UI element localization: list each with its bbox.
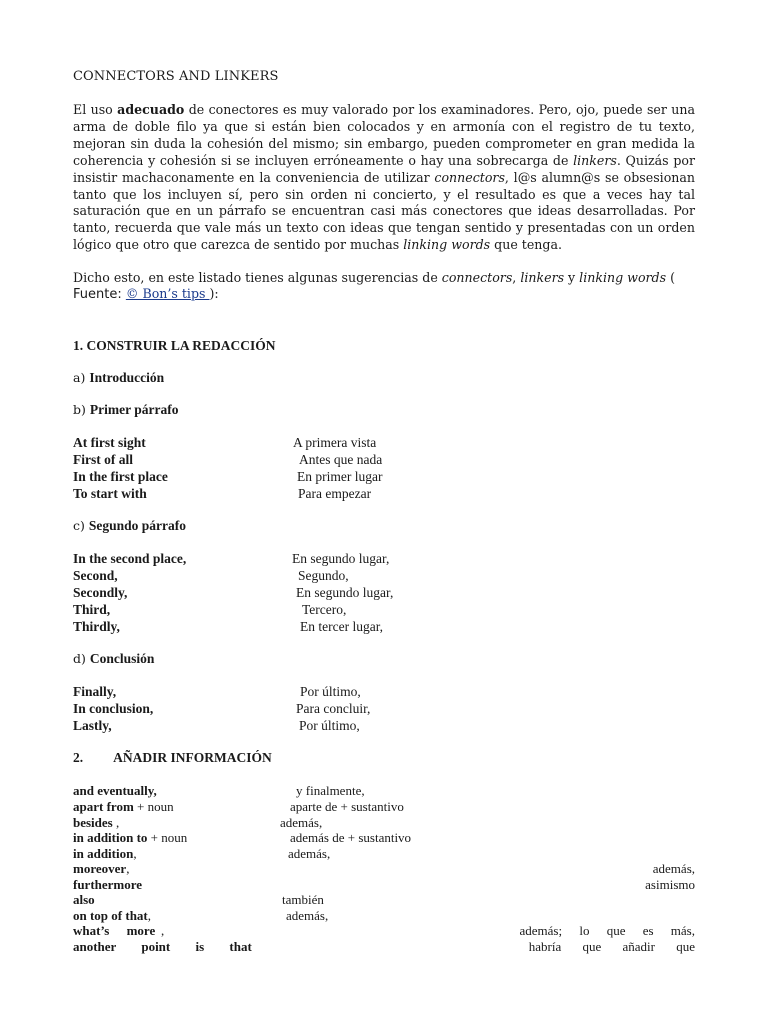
english-term-bold: another point is that bbox=[73, 939, 252, 954]
english-term-note: , bbox=[147, 908, 152, 923]
english-term bbox=[73, 877, 142, 893]
spanish-term: Por último, bbox=[300, 684, 361, 699]
english-term bbox=[73, 815, 119, 831]
english-term-bold: besides bbox=[73, 815, 113, 830]
english-term-note: + noun bbox=[147, 830, 188, 845]
intro-text: El uso bbox=[73, 102, 118, 117]
source-link[interactable]: © Bon’s tips bbox=[125, 286, 210, 301]
spanish-term: también bbox=[282, 892, 324, 907]
source-label: Fuente: bbox=[73, 287, 126, 302]
english-term bbox=[73, 830, 187, 846]
english-term bbox=[73, 783, 157, 799]
english-term-justified bbox=[73, 923, 161, 939]
list-item bbox=[73, 684, 695, 701]
spanish-term: además; lo que es más, bbox=[519, 923, 695, 938]
english-term-note: , bbox=[133, 846, 137, 861]
list-item bbox=[73, 585, 695, 602]
english-term-note: , bbox=[126, 861, 130, 876]
section-heading-1: 1. CONSTRUIR LA REDACCIÓN bbox=[73, 338, 276, 353]
english-term-bold: in addition to bbox=[73, 830, 148, 845]
list-item bbox=[73, 908, 695, 924]
list-item bbox=[73, 939, 695, 955]
sources-text: ( bbox=[666, 270, 676, 285]
english-term-bold: in addition bbox=[73, 846, 134, 861]
english-term bbox=[73, 861, 129, 877]
spanish-term: además, bbox=[652, 861, 695, 876]
list-item bbox=[73, 815, 695, 831]
list-item bbox=[73, 846, 695, 862]
list-item bbox=[73, 435, 695, 452]
spanish-term: En segundo lugar, bbox=[292, 551, 390, 566]
english-term: In conclusion, bbox=[73, 701, 154, 716]
subsection-a bbox=[73, 370, 164, 386]
english-term bbox=[73, 923, 161, 939]
document-page bbox=[73, 0, 695, 1024]
english-term-note: + noun bbox=[133, 799, 174, 814]
english-term-bold: furthermore bbox=[73, 877, 143, 892]
list-item bbox=[73, 619, 695, 636]
spanish-term: Para concluir, bbox=[296, 701, 371, 716]
subsection-title: Primer párrafo bbox=[89, 402, 179, 417]
list-item bbox=[73, 861, 695, 877]
subsection-key: b) bbox=[73, 402, 90, 417]
sources-text: , bbox=[512, 270, 521, 285]
intro-text: que tenga. bbox=[490, 237, 562, 253]
sources-italic: connectors bbox=[441, 270, 513, 285]
list-item bbox=[73, 452, 695, 469]
intro-text: . Quizás por insistir machaconamente en la conveniencia de utilizar bbox=[73, 152, 695, 185]
spanish-term: Segundo, bbox=[298, 568, 349, 583]
subsection-title: Introducción bbox=[89, 370, 165, 385]
section-number: 2. bbox=[73, 750, 84, 765]
spanish-term: Antes que nada bbox=[299, 452, 383, 467]
english-term: Second, bbox=[73, 568, 118, 583]
english-term-bold: moreover bbox=[73, 861, 127, 876]
english-term: Lastly, bbox=[73, 718, 112, 733]
list-item bbox=[73, 830, 695, 846]
sources-italic: linking words bbox=[579, 270, 667, 285]
english-term: Thirdly, bbox=[73, 619, 120, 634]
subsection-b bbox=[73, 402, 178, 418]
spanish-term: En tercer lugar, bbox=[300, 619, 384, 634]
list-item bbox=[73, 718, 695, 735]
subsection-title: Segundo párrafo bbox=[88, 518, 186, 533]
sources-text: ): bbox=[209, 286, 219, 301]
subsection-d bbox=[73, 651, 154, 667]
english-term bbox=[73, 939, 252, 955]
spanish-term: En segundo lugar, bbox=[296, 585, 394, 600]
spanish-term: además, bbox=[280, 815, 323, 830]
english-term-bold: also bbox=[73, 892, 95, 907]
english-term-note: , bbox=[112, 815, 120, 830]
spanish-term: habría que añadir que bbox=[528, 939, 695, 954]
english-term-bold: apart from bbox=[73, 799, 134, 814]
list-item bbox=[73, 877, 695, 893]
sources-italic: linkers bbox=[520, 270, 565, 285]
sources-text: y bbox=[564, 270, 580, 285]
list-item bbox=[73, 783, 695, 799]
spanish-term: Por último, bbox=[299, 718, 360, 733]
english-term: Third, bbox=[73, 602, 111, 617]
spanish-term: A primera vista bbox=[293, 435, 377, 450]
spanish-term: y finalmente, bbox=[296, 783, 365, 798]
subsection-c bbox=[73, 518, 186, 534]
spanish-term: Tercero, bbox=[302, 602, 347, 617]
subsection-key: a) bbox=[73, 370, 90, 385]
intro-text: de conectores es muy valorado por los examinadores. Pero, ojo, puede ser una arma de doble filo ya que si están bien colocados y en armonía con el registro de tu texto, mejoran sin duda la cohesión del mismo; sin embargo, pueden comprometer en gran medida la coherencia y cohesión si se incluyen erróneamente o hay una sobrecarga de bbox=[73, 102, 695, 168]
english-term: Finally, bbox=[73, 684, 117, 699]
spanish-term: Para empezar bbox=[298, 486, 372, 501]
list-item bbox=[73, 469, 695, 486]
page-title: CONNECTORS AND LINKERS bbox=[73, 69, 279, 84]
list-item bbox=[73, 568, 695, 585]
english-term-bold: on top of that bbox=[73, 908, 148, 923]
section-heading-2 bbox=[73, 750, 272, 766]
sources-paragraph bbox=[73, 270, 695, 303]
intro-italic: linking words bbox=[403, 237, 491, 253]
english-term-bold: what’s more bbox=[73, 923, 156, 938]
intro-italic: linkers bbox=[573, 152, 617, 168]
intro-italic: connectors bbox=[434, 169, 505, 185]
spanish-term: aparte de + sustantivo bbox=[290, 799, 404, 814]
english-term: Secondly, bbox=[73, 585, 128, 600]
english-term: At first sight bbox=[73, 435, 146, 450]
english-term: In the second place, bbox=[73, 551, 187, 566]
english-term: To start with bbox=[73, 486, 147, 501]
list-item bbox=[73, 701, 695, 718]
subsection-key: d) bbox=[73, 651, 90, 666]
list-item bbox=[73, 799, 695, 815]
spanish-term: además de + sustantivo bbox=[290, 830, 412, 845]
english-term bbox=[73, 799, 174, 815]
spanish-term: asimismo bbox=[645, 877, 695, 892]
intro-text: , l@s alumn@s se obsesionan tanto que los incluyen sí, pero sin orden ni concierto, y el resultado es que a veces hay tal saturación que en un párrafo se encuentran casi más conectores que ideas desarrolladas. Por tanto, recuerda que vale más un texto con ideas que tengan sentido y presentadas con un orden lógico que otro que carezca de sentido por muchas bbox=[73, 169, 696, 253]
english-term bbox=[73, 892, 95, 908]
list-item bbox=[73, 602, 695, 619]
english-term bbox=[73, 908, 151, 924]
english-term-note: , bbox=[161, 923, 165, 938]
list-item bbox=[73, 892, 695, 908]
sources-text: Dicho esto, en este listado tienes algunas sugerencias de bbox=[73, 270, 442, 285]
english-term bbox=[73, 846, 137, 862]
subsection-title: Conclusión bbox=[89, 651, 155, 666]
intro-paragraph bbox=[73, 102, 695, 254]
spanish-term: además, bbox=[286, 908, 329, 923]
english-term: In the first place bbox=[73, 469, 168, 484]
section-title: AÑADIR INFORMACIÓN bbox=[113, 750, 272, 765]
spanish-term: además, bbox=[288, 846, 331, 861]
intro-bold: adecuado bbox=[117, 102, 185, 117]
list-item bbox=[73, 551, 695, 568]
english-term: First of all bbox=[73, 452, 133, 467]
english-term-bold: and eventually, bbox=[73, 783, 157, 798]
subsection-key: c) bbox=[73, 518, 89, 533]
list-item bbox=[73, 923, 695, 939]
spanish-term: En primer lugar bbox=[297, 469, 383, 484]
list-item bbox=[73, 486, 695, 503]
